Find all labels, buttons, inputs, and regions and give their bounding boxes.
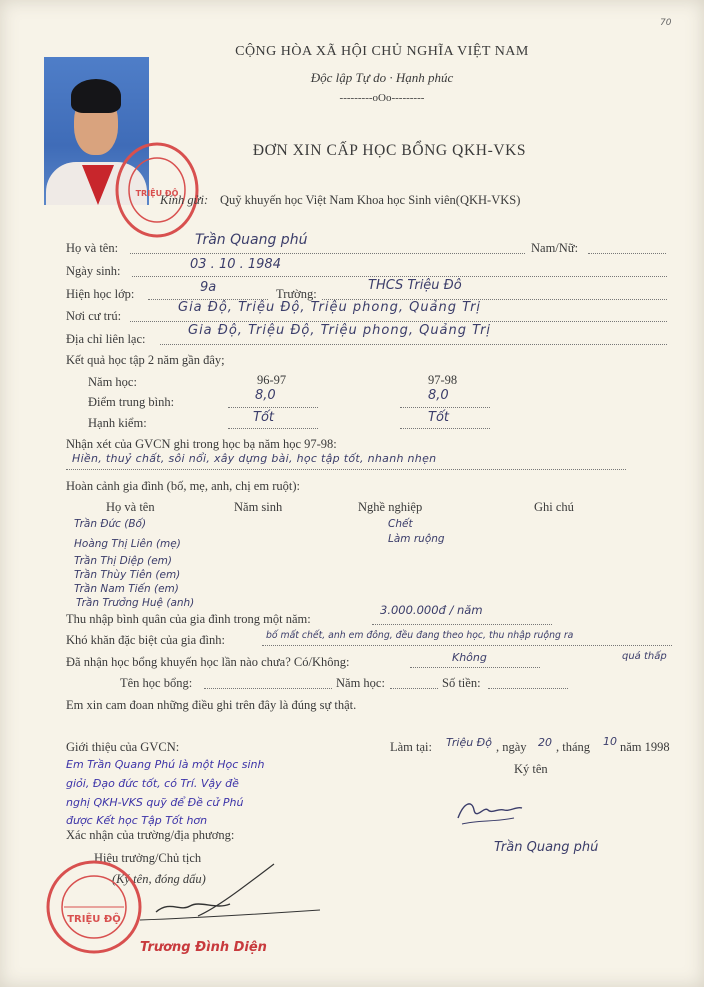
scholarship-name-label: Tên học bổng: (120, 676, 193, 690)
confirm-sign-hint: (Ký tên, đóng dấu) (112, 872, 206, 886)
school-label: Trường: (276, 287, 317, 301)
scholarship-amount-line (488, 688, 568, 689)
school-value: THCS Triệu Đô (368, 278, 462, 293)
scholarship-year-label: Năm học: (336, 676, 385, 690)
year-label: Năm học: (88, 375, 137, 389)
ornament: ---------oOo--------- (339, 92, 425, 104)
hardship-line (262, 645, 672, 646)
name-label: Họ và tên: (66, 241, 119, 255)
signing-day-value: 20 (538, 736, 552, 749)
dob-line (132, 276, 667, 277)
signing-month-value: 10 (603, 735, 617, 748)
hardship-label: Khó khăn đặc biệt của gia đình: (66, 633, 225, 647)
signing-year-label: năm 1998 (620, 740, 670, 754)
principal-name: Trương Đình Diện (140, 940, 267, 955)
conduct1-line (228, 428, 318, 429)
prior-scholarship-label: Đã nhận học bổng khuyến học lần nào chưa? Có/Không: (66, 655, 350, 669)
sign-label: Ký tên (514, 762, 548, 776)
income-label: Thu nhập bình quân của gia đình trong một năm: (66, 612, 311, 626)
grade-value: 9a (200, 280, 217, 295)
conduct2-line (400, 428, 490, 429)
gpa1-value: 8,0 (255, 388, 276, 403)
gpa2-value: 8,0 (428, 388, 449, 403)
family-member: Trần Trưởng Huệ (anh) (76, 597, 195, 609)
family-job: Chết (388, 518, 413, 530)
name-line (130, 253, 525, 254)
pledge: Em xin cam đoan những điều ghi trên đây là đúng sự thật. (66, 698, 357, 712)
dob-value: 03 . 10 . 1984 (190, 257, 281, 272)
name-value: Trần Quang phú (195, 232, 308, 248)
family-member: Hoàng Thị Liên (mẹ) (74, 538, 181, 550)
year2: 97-98 (428, 373, 458, 387)
residence-label: Nơi cư trú: (66, 309, 122, 323)
contact-line (160, 344, 667, 345)
teacher-label: Giới thiệu của GVCN: (66, 740, 180, 754)
teacher-note-line: Em Trần Quang Phú là một Học sinh (66, 758, 265, 771)
prior-line (410, 667, 540, 668)
photo-stamp (112, 140, 202, 240)
gpa1-line (228, 407, 318, 408)
family-member: Trần Đức (Bố) (74, 518, 147, 530)
signer-name: Trần Quang phú (494, 840, 599, 855)
photo-hair (71, 79, 121, 113)
signing-month-label: , tháng (556, 740, 591, 754)
school-stamp-center: TRIỆU ĐỘ (67, 914, 121, 925)
comment-label: Nhận xét của GVCN ghi trong học bạ năm học 97-98: (66, 437, 337, 451)
signing-place-value: Triệu Độ (446, 736, 492, 749)
comment-value: Hiền, thuỷ chất, sôi nổi, xây dựng bài, học tập tốt, nhanh nhẹn (72, 452, 437, 465)
svg-text:TRIỆU ĐỘ: TRIỆU ĐỘ (135, 189, 179, 198)
scholarship-name-line (204, 688, 332, 689)
year1: 96-97 (257, 373, 287, 387)
income-line (372, 624, 552, 625)
family-job: Làm ruộng (388, 533, 445, 545)
teacher-note-line: nghị QKH-VKS quỹ để Đề cử Phú (66, 796, 244, 809)
teacher-note-line: được Kết học Tập Tốt hơn (66, 814, 208, 827)
prior-value: Không (452, 651, 487, 664)
family-member: Trần Thùy Tiên (em) (74, 569, 181, 581)
income-value: 3.000.000đ / năm (380, 603, 483, 617)
country-header: CỘNG HÒA XÃ HỘI CHỦ NGHĨA VIỆT NAM (235, 44, 529, 59)
gender-label: Nam/Nữ: (531, 241, 579, 255)
residence-value: Gia Độ, Triệu Độ, Triệu phong, Quảng Trị (178, 300, 482, 315)
confirm-label: Xác nhận của trường/địa phương: (66, 828, 235, 842)
gpa2-line (400, 407, 490, 408)
col-year: Năm sinh (234, 500, 283, 514)
hardship-continued: quá thấp (622, 651, 667, 662)
col-note: Ghi chú (534, 500, 574, 514)
results-heading: Kết quả học tập 2 năm gần đây; (66, 353, 225, 367)
grade-label: Hiện học lớp: (66, 287, 135, 301)
scholarship-year-line (390, 688, 438, 689)
principal-signature (120, 860, 330, 934)
contact-value: Gia Độ, Triệu Độ, Triệu phong, Quảng Trị (188, 323, 492, 338)
recipient-label: Kính gửi: (160, 193, 209, 207)
family-heading: Hoàn cảnh gia đình (bố, mẹ, anh, chị em ruột): (66, 479, 300, 493)
page-mark: 70 (660, 18, 672, 28)
conduct1-value: Tốt (253, 410, 274, 425)
gpa-label: Điểm trung bình: (88, 395, 175, 409)
col-name: Họ và tên (106, 500, 155, 514)
page-title: ĐƠN XIN CẤP HỌC BỔNG QKH-VKS (252, 142, 527, 159)
photo-scarf (82, 165, 114, 205)
confirm-role: Hiệu trưởng/Chủ tịch (94, 851, 202, 865)
signing-day-label: , ngày (496, 740, 527, 754)
contact-label: Địa chỉ liên lạc: (66, 332, 146, 346)
teacher-note-line: giỏi, Đạo đức tốt, có Trí. Vậy đề (66, 777, 239, 790)
recipient-value: Quỹ khuyến học Việt Nam Khoa học Sinh viên(QKH-VKS) (220, 193, 521, 207)
motto: Độc lập Tự do · Hạnh phúc (310, 70, 454, 85)
comment-line (66, 469, 626, 470)
family-member: Trần Nam Tiến (em) (74, 583, 179, 595)
gender-line (588, 253, 666, 254)
conduct2-value: Tốt (428, 410, 449, 425)
family-member: Trần Thị Diệp (em) (74, 555, 173, 567)
conduct-label: Hạnh kiểm: (88, 416, 147, 430)
col-job: Nghề nghiệp (358, 500, 423, 514)
scholarship-amount-label: Số tiền: (442, 676, 481, 690)
dob-label: Ngày sinh: (66, 264, 121, 278)
applicant-signature (454, 796, 526, 830)
residence-line (130, 321, 667, 322)
hardship-value: bố mất chết, anh em đông, đều đang theo học, thu nhập ruộng ra (266, 630, 574, 641)
signing-place-label: Làm tại: (390, 740, 432, 754)
